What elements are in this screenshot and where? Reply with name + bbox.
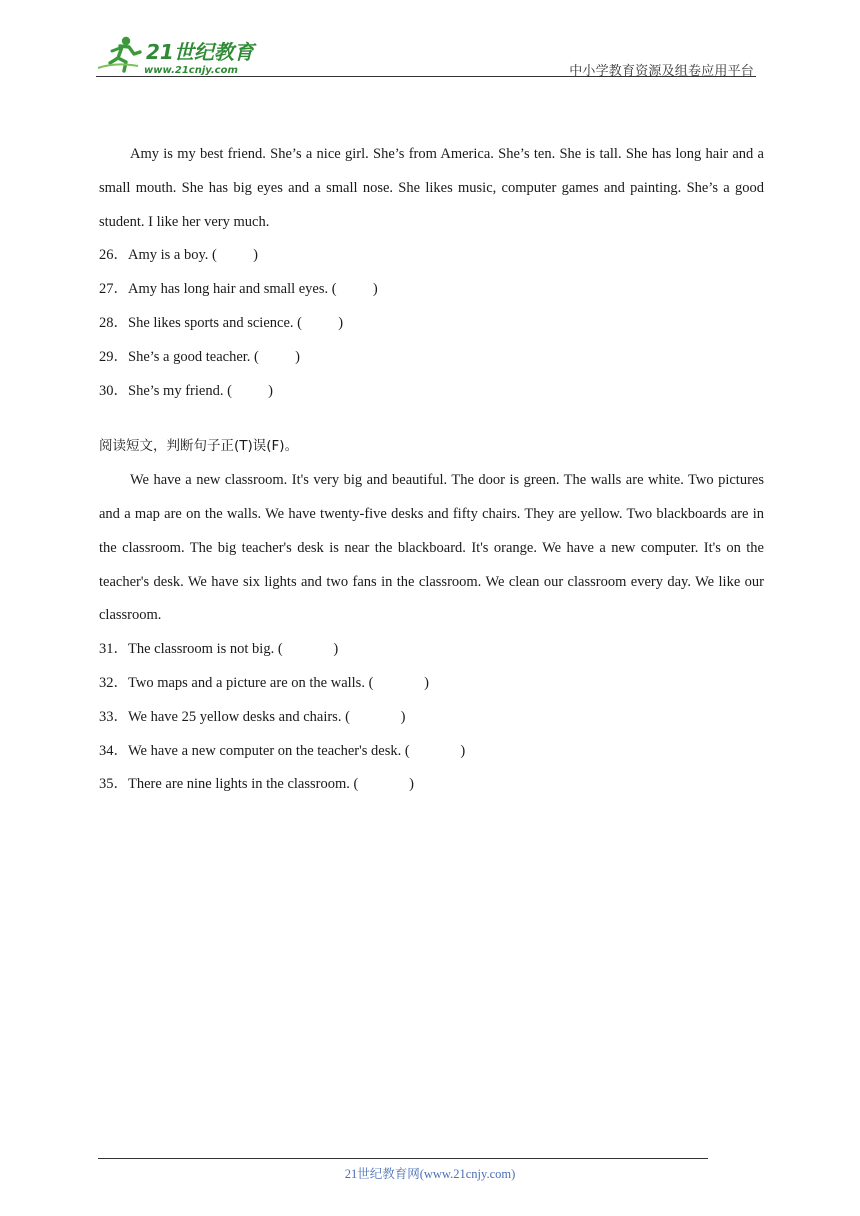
- reading-passage-2: We have a new classroom. It's very big and beautiful. The door is green. The walls are white. Two pictures and a map are on the walls. We have twenty-five desks and fifty chairs. They are yellow. Two blackboards are in the classroom. The big teacher's desk is near the blackboard. It's orange. We have a new computer. It's on the teacher's desk. We have six lights and two fans in the classroom. We clean our classroom every day. We like our classroom.: [99, 472, 764, 624]
- svg-text:21世纪教育: 21世纪教育: [146, 40, 254, 64]
- runner-icon: [98, 37, 140, 71]
- worksheet-content: [99, 138, 764, 802]
- header-divider: [96, 76, 756, 77]
- page-header: [96, 32, 756, 78]
- 21cnjy-logo: [96, 34, 258, 76]
- question-item: 27．Amy has long hair and small eyes. ( ): [99, 281, 378, 298]
- question-item: 26．Amy is a boy. ( ): [99, 247, 258, 264]
- question-item: 30．She’s my friend. ( ): [99, 382, 273, 399]
- section-spacer: [99, 408, 764, 430]
- footer-site-link[interactable]: 21世纪教育网(www.21cnjy.com): [344, 1167, 516, 1181]
- question-item: 31．The classroom is not big. ( ): [99, 641, 339, 658]
- question-item: 34．We have a new computer on the teacher's desk. ( ): [99, 742, 466, 759]
- question-item: 33．We have 25 yellow desks and chairs. ( ): [99, 708, 406, 725]
- section-instruction: 阅读短文，判断句子正(T)误(F)。: [99, 438, 299, 455]
- reading-passage-1: Amy is my best friend. She’s a nice girl. She’s from America. She’s ten. She is tall. She has long hair and a small mouth. She has big eyes and a small nose. She likes music, computer games and painting. She’s a good student. I like her very much.: [99, 146, 764, 230]
- question-list-2: [99, 633, 764, 802]
- question-item: 32．Two maps and a picture are on the walls. ( ): [99, 674, 429, 691]
- platform-name: 中小学教育资源及组卷应用平台: [569, 64, 754, 79]
- question-item: 35．There are nine lights in the classroom. ( ): [99, 776, 414, 793]
- footer-divider: [98, 1158, 708, 1159]
- question-item: 29．She’s a good teacher. ( ): [99, 348, 300, 365]
- svg-text:www.21cnjy.com: www.21cnjy.com: [144, 65, 238, 76]
- question-item: 28．She likes sports and science. ( ): [99, 314, 344, 331]
- question-list-1: [99, 239, 764, 408]
